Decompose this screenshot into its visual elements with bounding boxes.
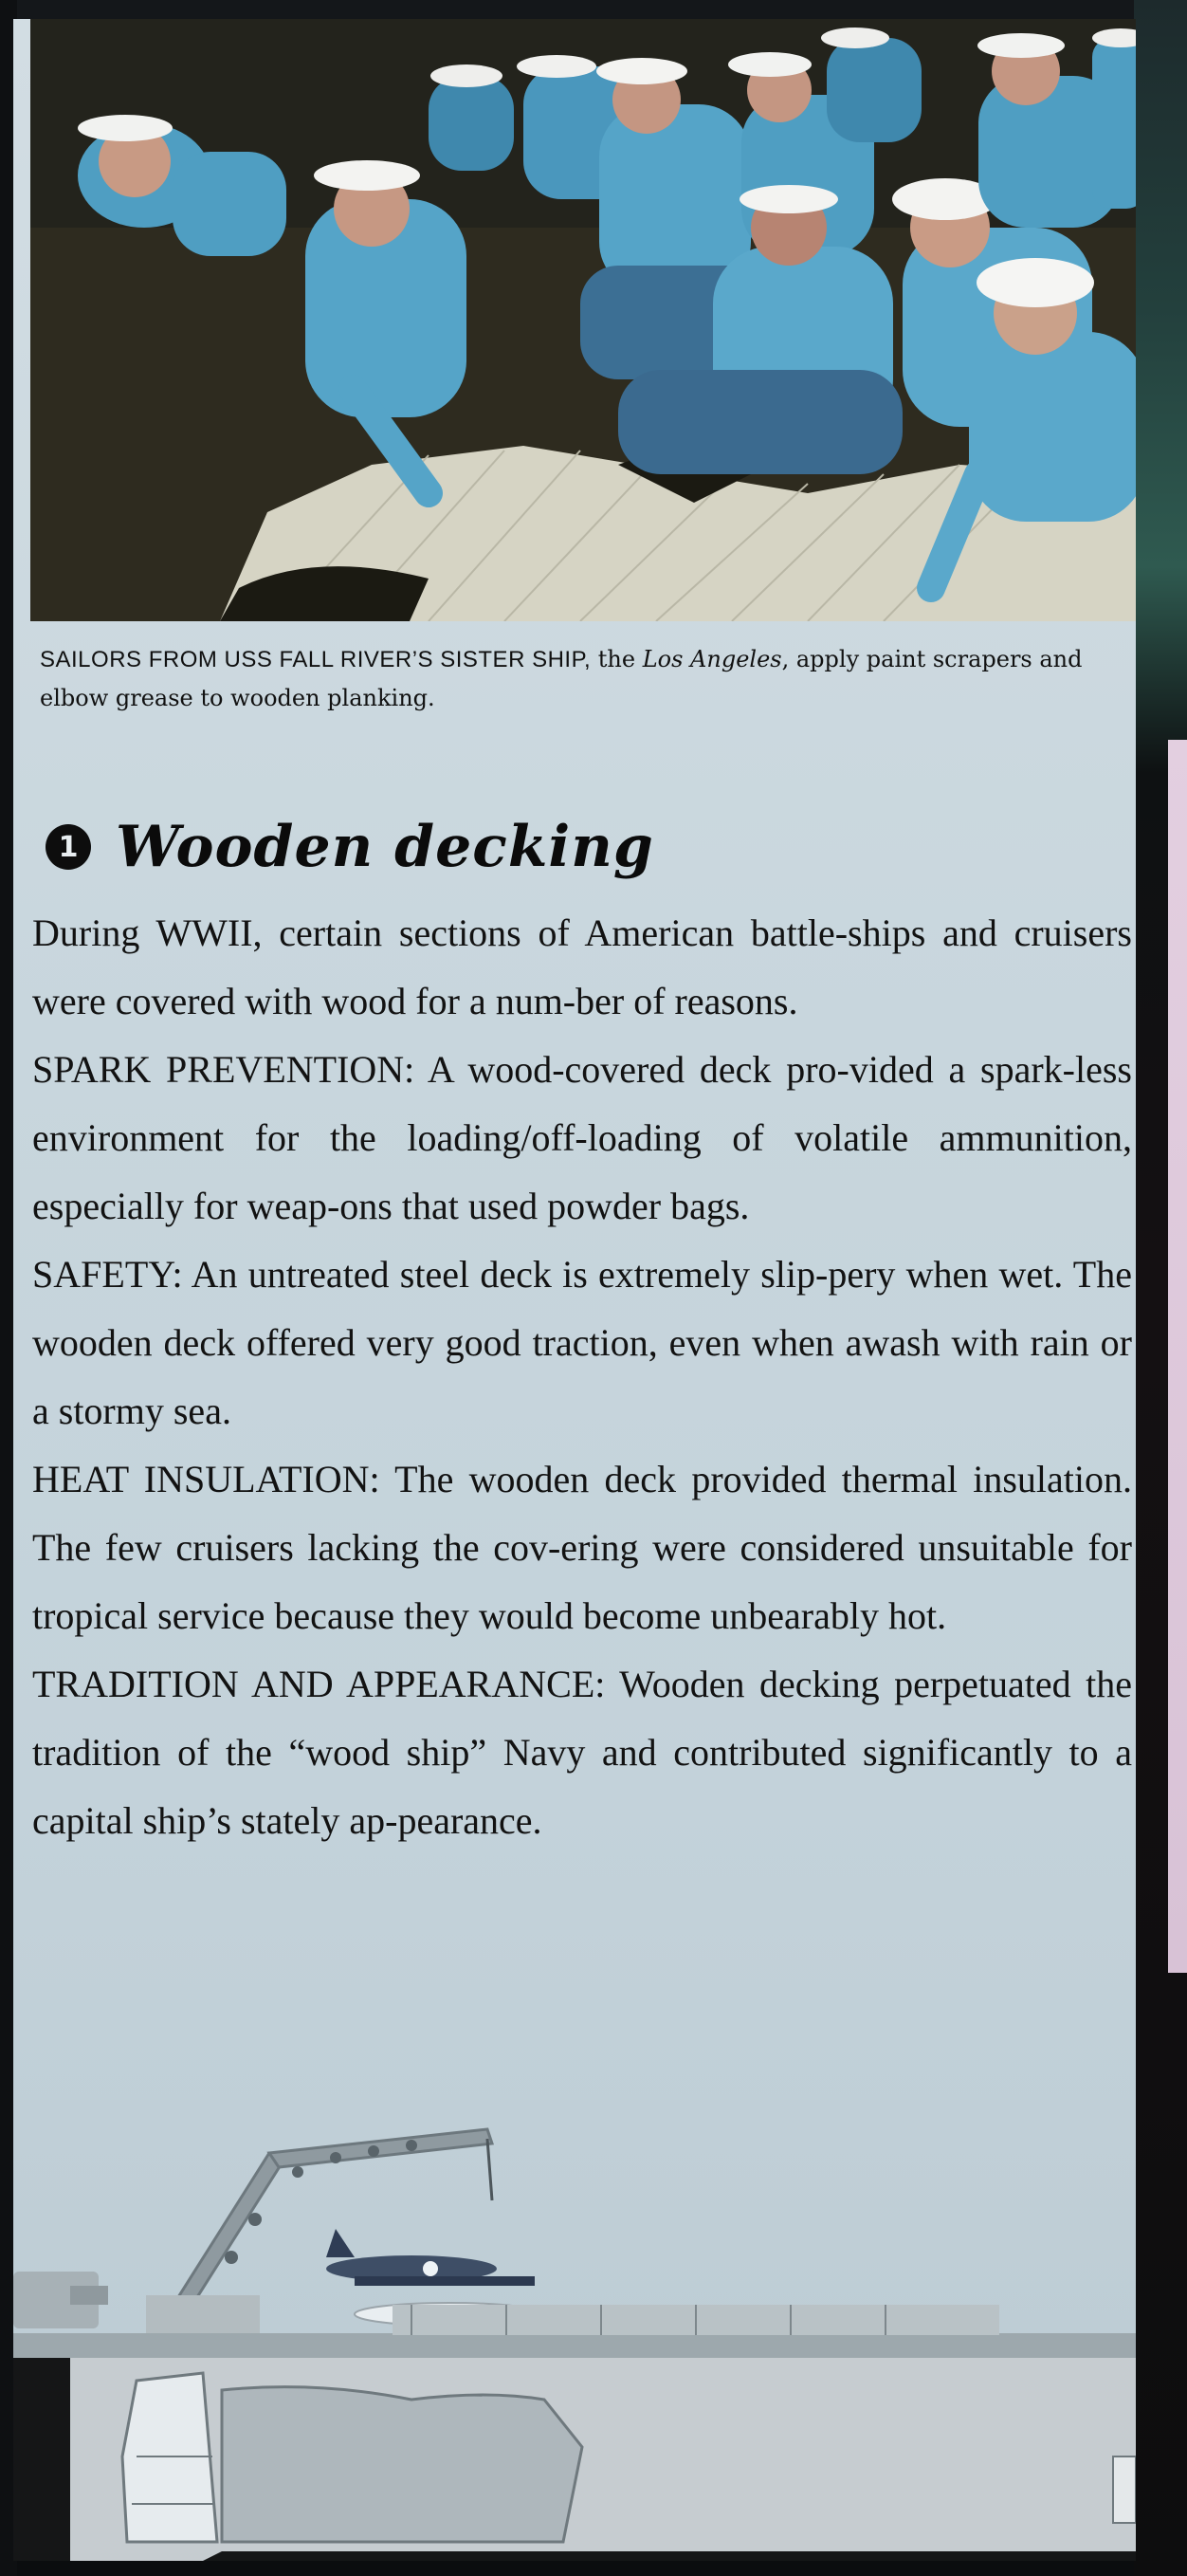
caption-mid: the — [591, 646, 643, 672]
photo-caption — [40, 640, 1111, 717]
frame-top — [0, 0, 1187, 21]
paragraph-tradition: TRADITION AND APPEARANCE: Wooden decking perpetuated the tradition of the “wood ship” Navy and contributed significantly to a capital ship’s stately ap-pearance. — [32, 1663, 1132, 1842]
paragraph-intro: During WWII, certain sections of American battle-ships and cruisers were covered with wood for a num-ber of reasons. — [32, 911, 1132, 1022]
caption-lead: SAILORS FROM USS FALL RIVER’S SISTER SHIP, — [40, 647, 592, 672]
paragraph-safety: SAFETY: An untreated steel deck is extremely slip-pery when wet. The wooden deck offered very good traction, even when awash with rain or a stormy sea. — [32, 1253, 1132, 1432]
paragraph-heat-insulation: HEAT INSULATION: The wooden deck provided thermal insulation. The few cruisers lacking the cov-ering were considered unsuitable for tropical service because they would become unbearably hot. — [32, 1458, 1132, 1637]
adjacent-sign-strip — [1168, 740, 1187, 1973]
section-heading — [46, 814, 654, 880]
section-number-badge: 1 — [46, 824, 91, 870]
sailors-scraping-deck-photo — [30, 19, 1136, 621]
caption-ship-name: Los Angeles — [642, 646, 782, 672]
caption-rest: , apply paint scrapers and elbow grease to wooden planking. — [40, 646, 1083, 711]
paragraph-spark-prevention: SPARK PREVENTION: A wood-covered deck pro-vided a spark-less environment for the loading/off-loading of volatile ammunition, especially for weap-ons that used powder bags. — [32, 1048, 1132, 1227]
cruiser-stern-illustration — [13, 2115, 1136, 2561]
information-sign-panel — [13, 19, 1136, 2561]
section-title: Wooden decking — [116, 814, 654, 880]
body-text — [32, 899, 1132, 1855]
